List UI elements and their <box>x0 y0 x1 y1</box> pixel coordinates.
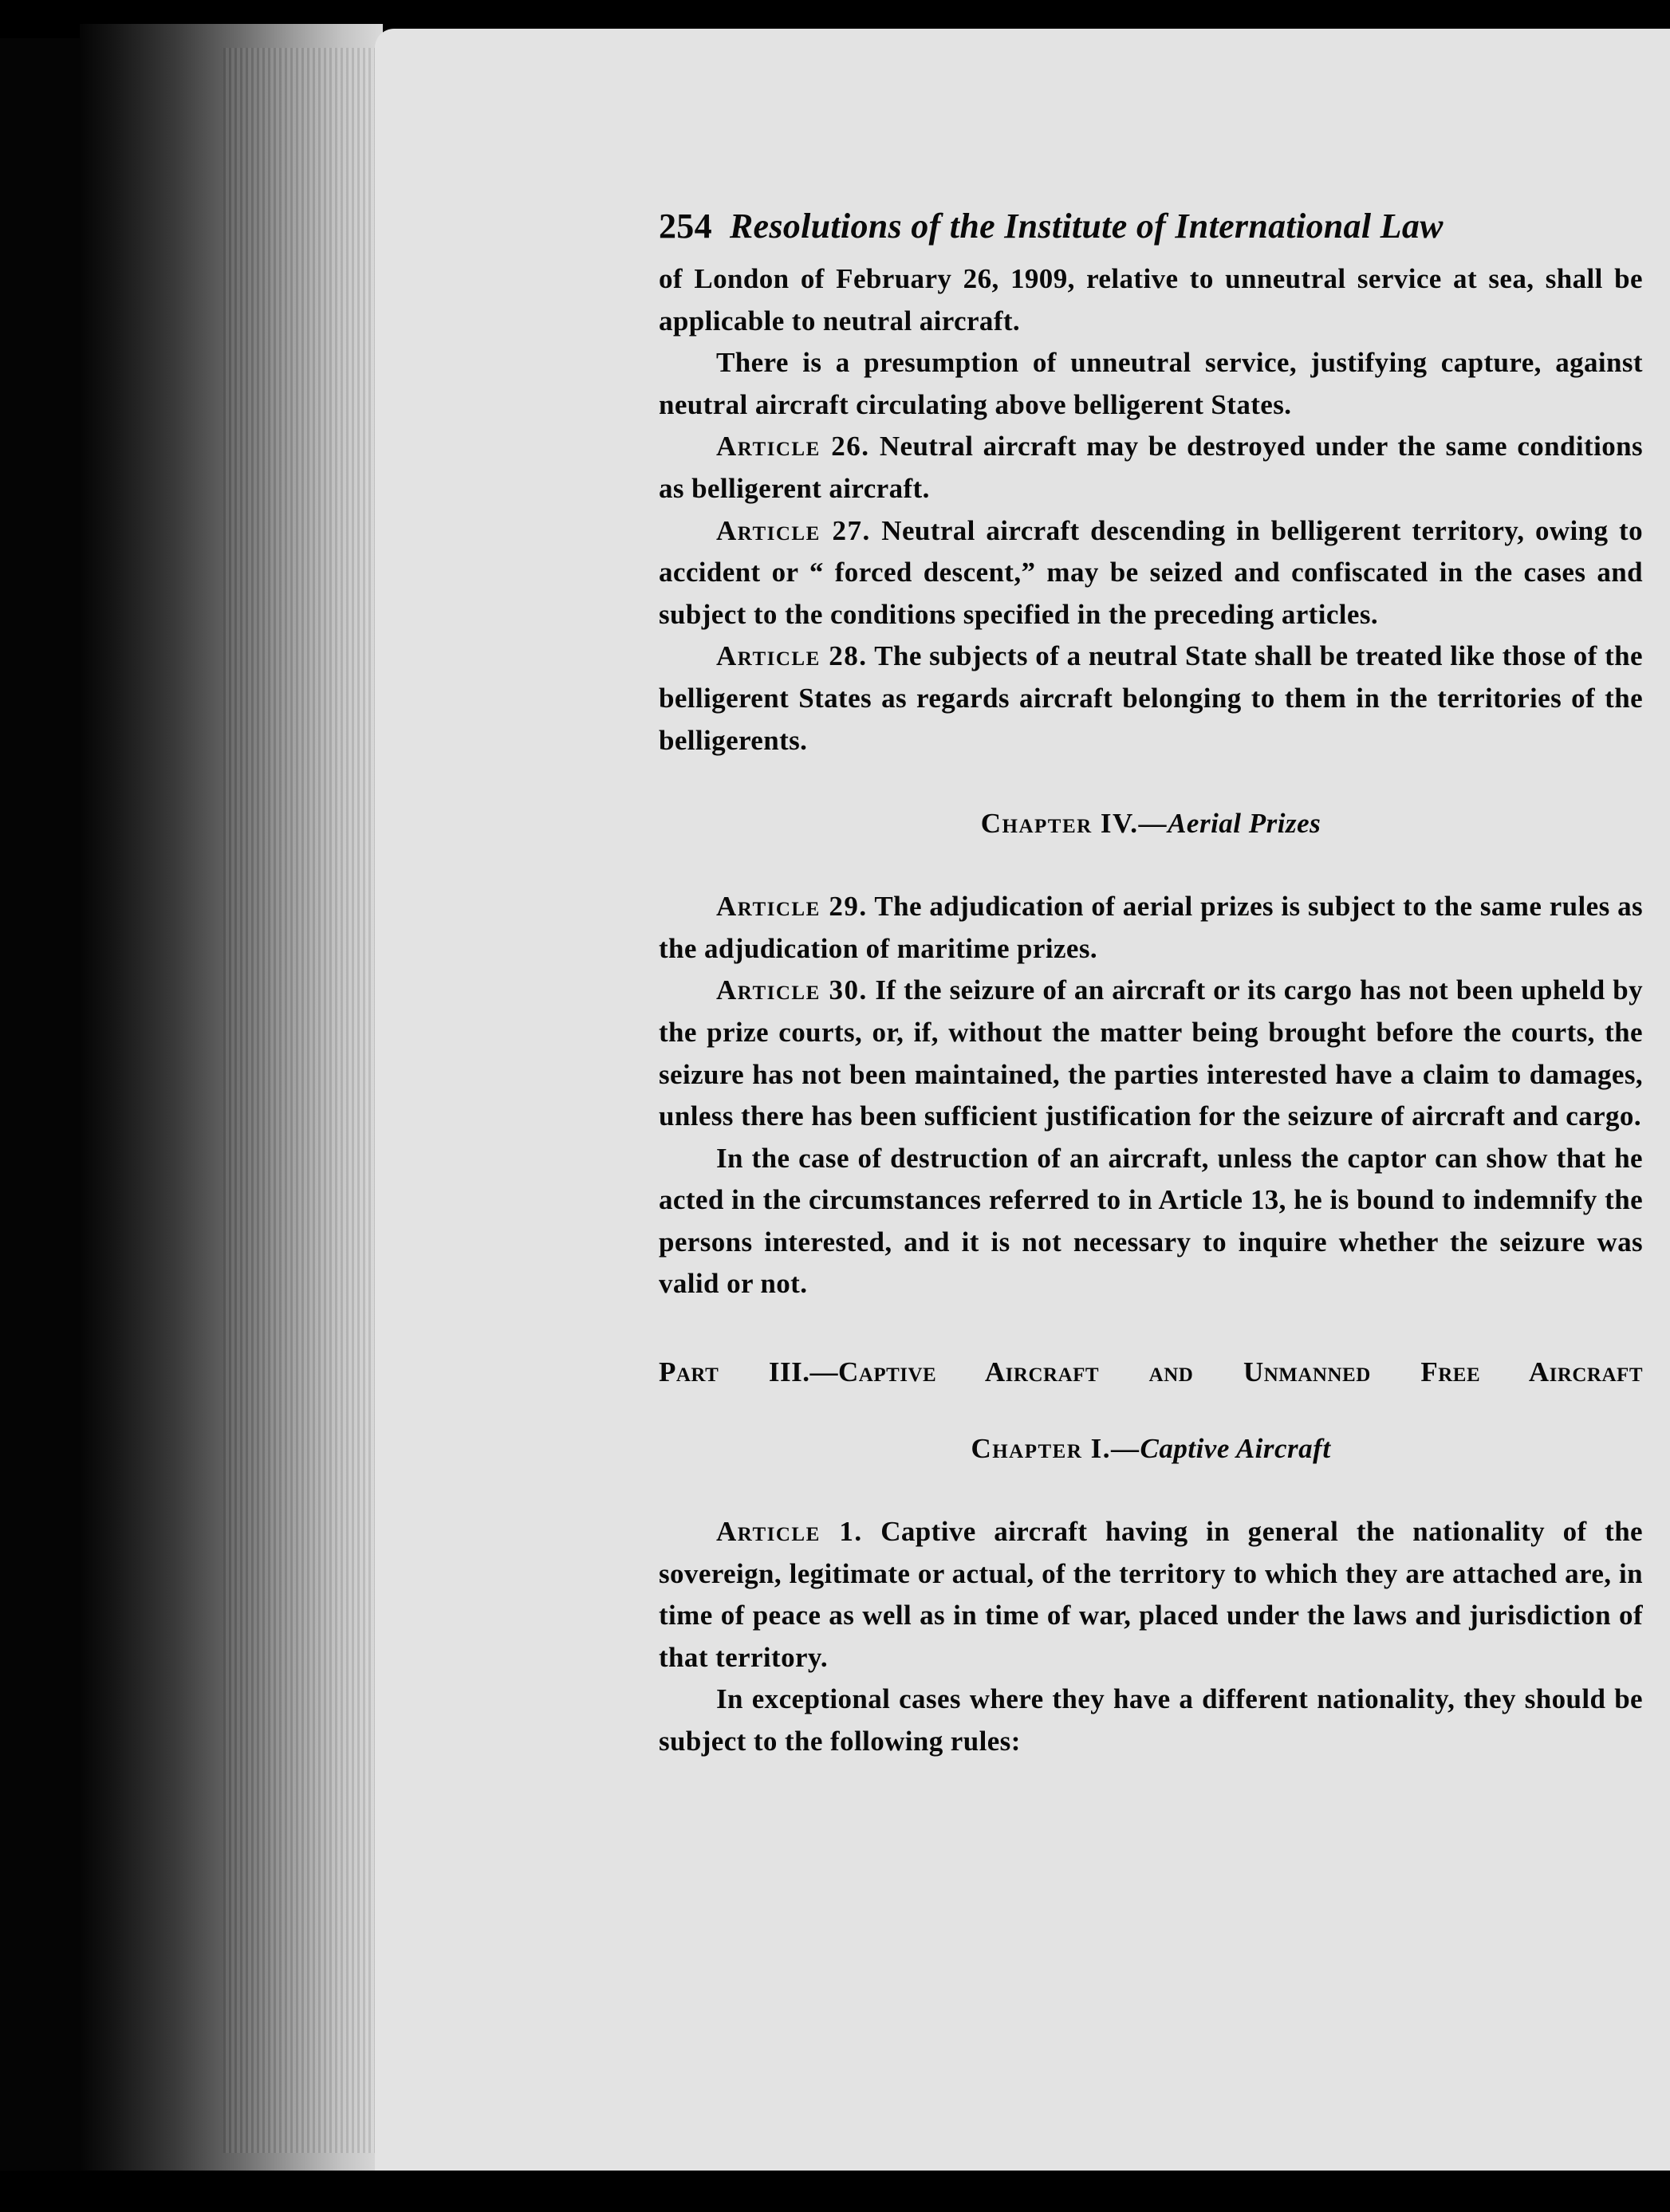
chapter-label: Chapter IV.— <box>980 808 1168 840</box>
article-1 <box>659 1511 1643 1679</box>
article-label: Article 26. <box>716 431 870 462</box>
page-number: 254 <box>659 207 712 246</box>
paragraph-continuation: of London of February 26, 1909, relative to unneutral service at sea, shall be applicable to neutral aircraft. <box>659 263 1643 337</box>
article-text: Neutral aircraft descending in belligerent territory, owing to accident or “ forced descent,” may be seized and confiscated in the cases and subject to the conditions specified in the preceding articles. <box>659 514 1643 630</box>
article-30 <box>659 970 1643 1137</box>
article-text: The adjudication of aerial prizes is subject to the same rules as the adjudication of maritime prizes. <box>659 891 1643 964</box>
chapter-title: Aerial Prizes <box>1168 808 1321 840</box>
article-26 <box>659 426 1643 510</box>
article-27 <box>659 510 1643 636</box>
scan-bottom-border <box>0 2171 1670 2212</box>
chapter-label: Chapter I.— <box>971 1433 1140 1465</box>
running-title: Resolutions of the Institute of International Law <box>729 207 1444 246</box>
article-text: Neutral aircraft may be destroyed under the same conditions as belligerent aircraft. <box>659 431 1643 504</box>
article-label: Article 29. <box>716 891 868 923</box>
part-iii-heading: Part III.—Captive Aircraft and Unmanned Free Aircraft <box>659 1356 1643 1388</box>
paragraph-presumption: There is a presumption of unneutral service, justifying capture, against neutral aircraft circulating above belligerent States. <box>659 347 1643 420</box>
chapter-title: Captive Aircraft <box>1140 1433 1331 1465</box>
article-label: Article 28. <box>716 640 868 672</box>
paragraph-destruction: In the case of destruction of an aircraft, unless the captor can show that he acted in the circumstances referred to in Article 13, he is bound to indemnify the persons interested, and it is not necessary to inquire whether the seizure was valid or not. <box>659 1142 1643 1300</box>
article-text: The subjects of a neutral State shall be treated like those of the belligerent States as regards aircraft belonging to them in the territories of the belligerents. <box>659 640 1643 756</box>
page-text <box>659 198 1643 1763</box>
article-label: Article 30. <box>716 974 868 1006</box>
article-28 <box>659 636 1643 762</box>
chapter-i-heading <box>659 1428 1643 1470</box>
article-29 <box>659 886 1643 970</box>
article-label: Article 27. <box>716 514 871 546</box>
article-label: Article 1. <box>716 1516 863 1548</box>
article-text: Captive aircraft having in general the nationality of the sovereign, legitimate or actual, of the territory to which they are attached are, in time of peace as well as in time of war, placed under the laws and jurisdiction of that territory. <box>659 1516 1643 1673</box>
running-head <box>659 198 1643 255</box>
article-text: If the seizure of an aircraft or its cargo has not been upheld by the prize courts, or, if, without the matter being brought before the courts, the seizure has not been maintained, the parties interested have a claim to damages, unless there has been sufficient justification for the seizure of aircraft and cargo. <box>659 974 1644 1132</box>
binding-texture <box>223 48 375 2153</box>
paragraph-exceptional: In exceptional cases where they have a different nationality, they should be subject to the following rules: <box>659 1683 1643 1757</box>
chapter-iv-heading <box>659 803 1643 844</box>
